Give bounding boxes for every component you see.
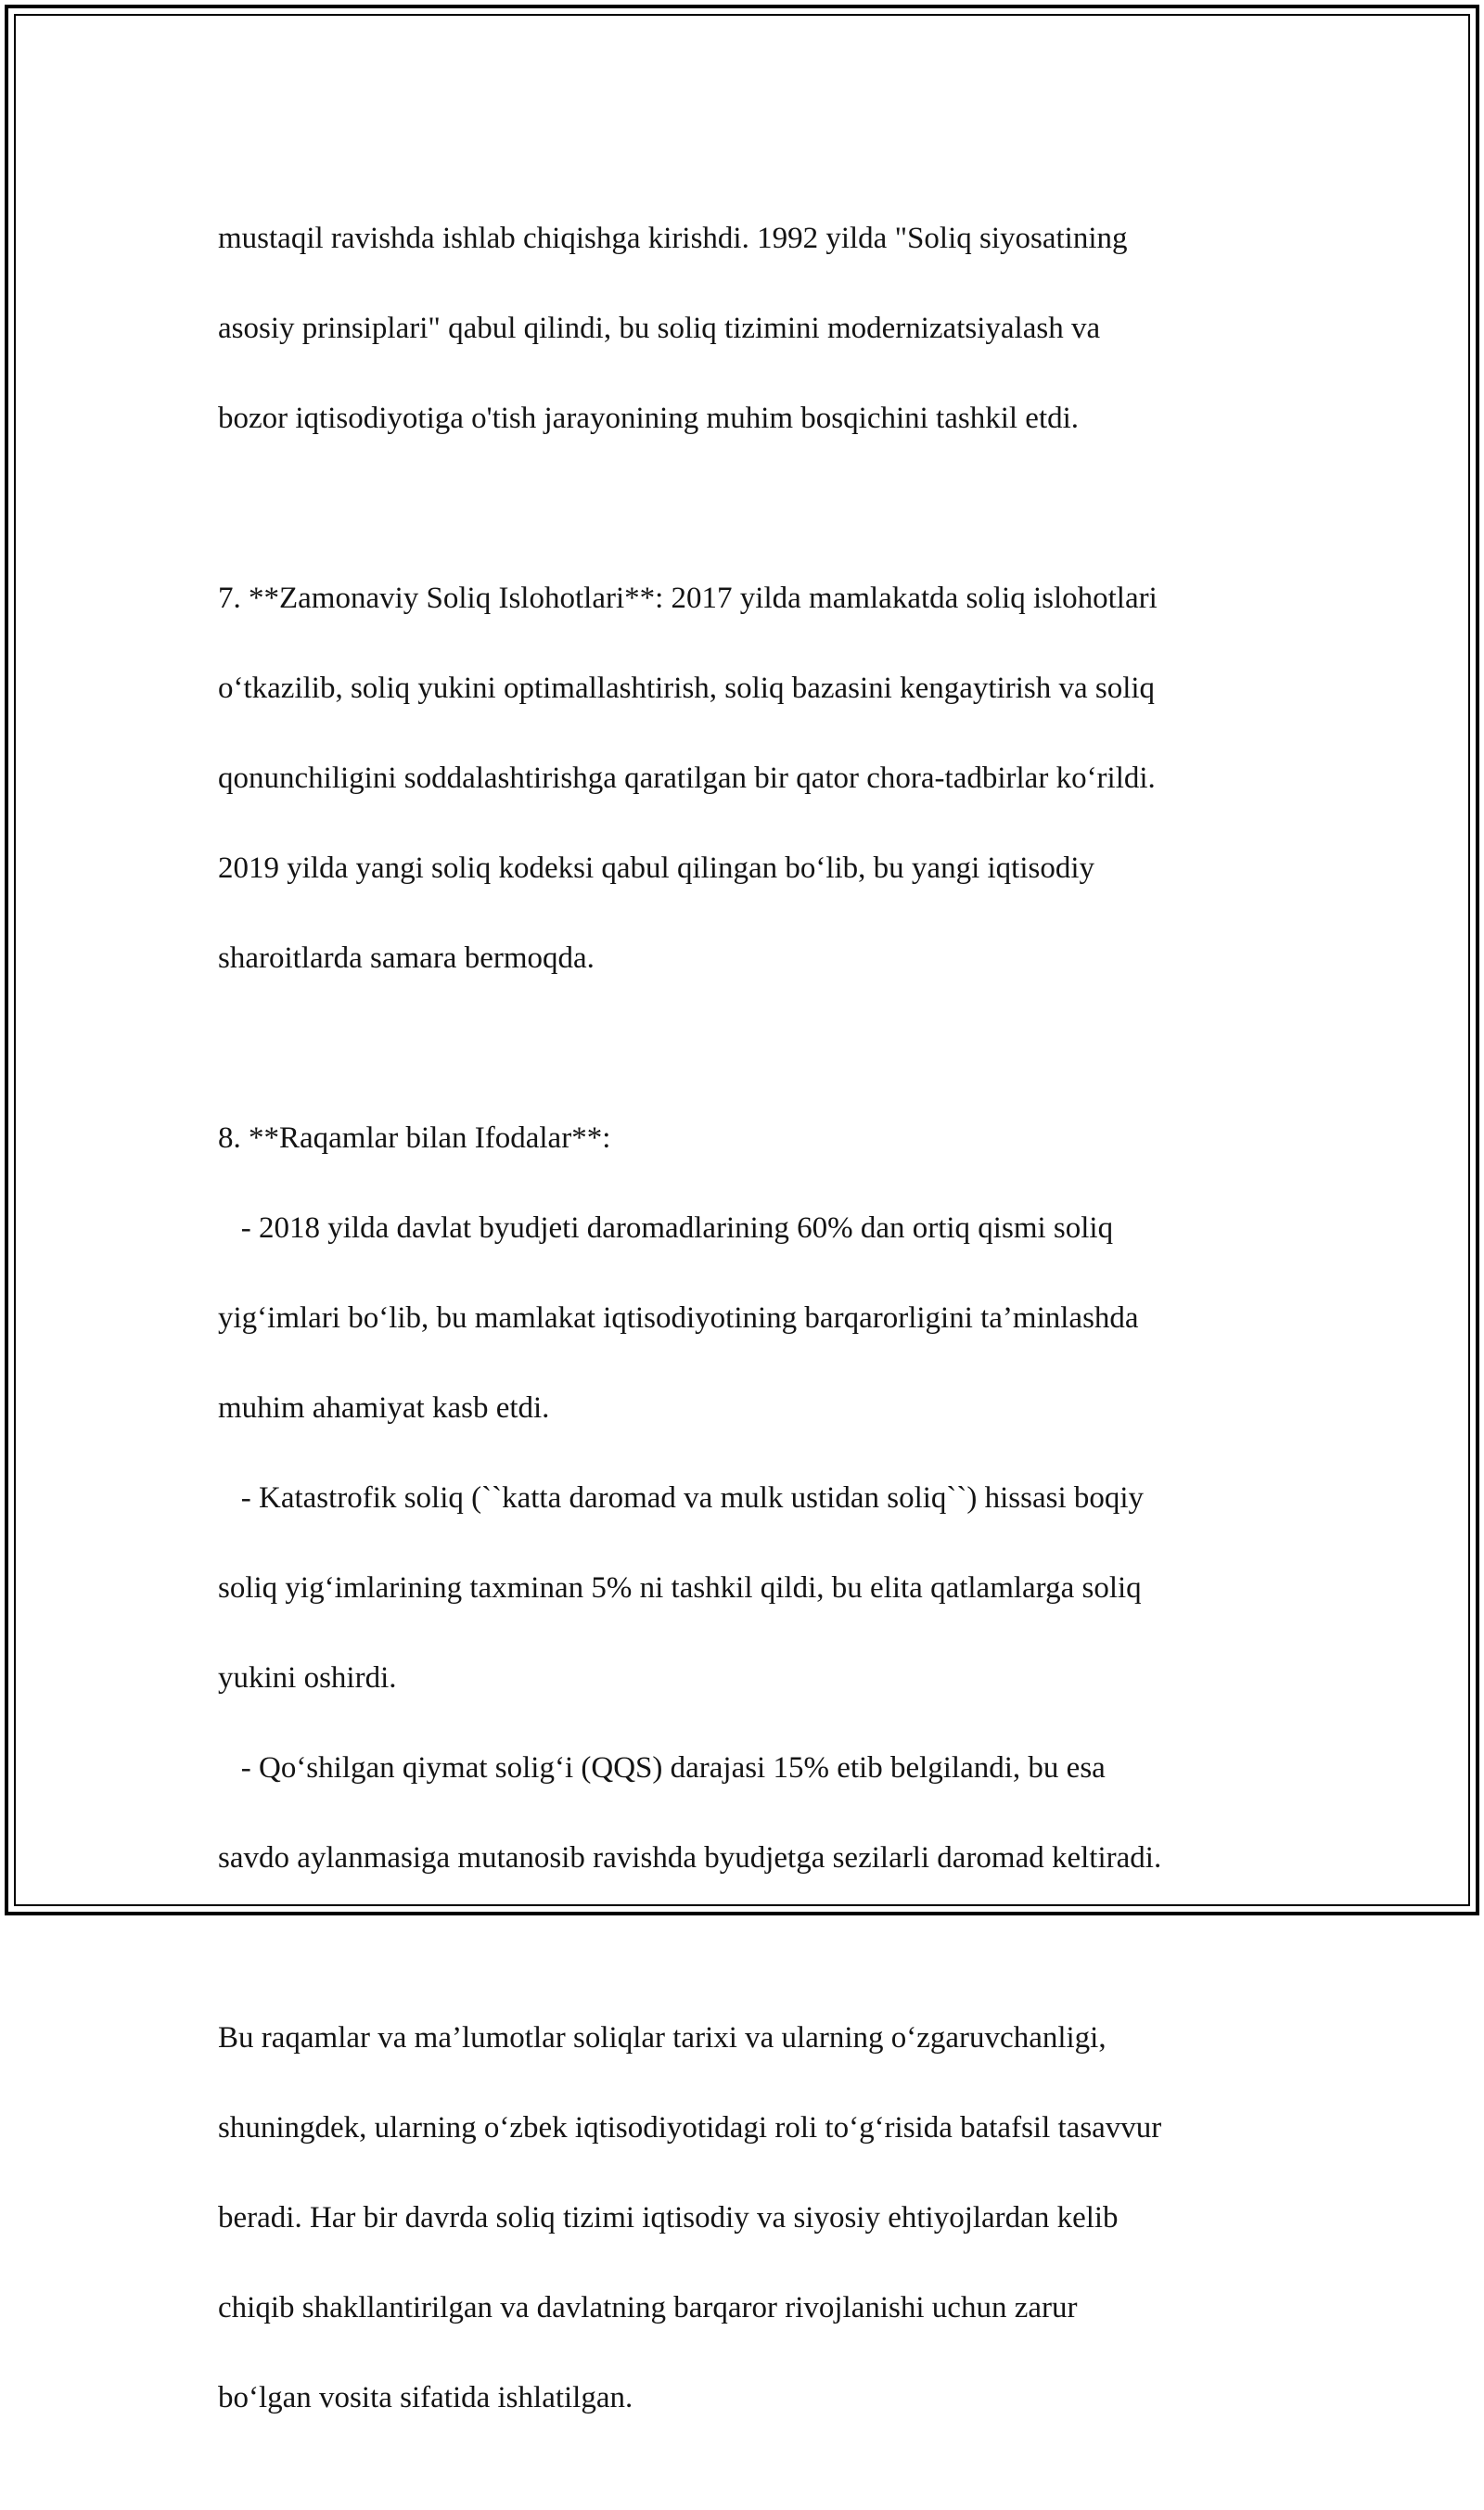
text-line: sharoitlarda samara bermoqda. [218,941,595,975]
text-line: mustaqil ravishda ishlab chiqishga kirishdi. 1992 yilda "Soliq siyosatining [218,221,1128,255]
list-item-line: - Qo‘shilgan qiymat solig‘i (QQS) darajasi 15% etib belgilandi, bu esa [218,1750,1106,1785]
paragraph-section-7 [218,531,1285,1026]
text-line: yig‘imlari bo‘lib, bu mamlakat iqtisodiyotining barqarorligini ta’minlashda [218,1300,1139,1335]
paragraph-conclusion [218,1970,1285,2465]
list-item-line: - 2018 yilda davlat byudjeti daromadlarining 60% dan ortiq qismi soliq [218,1210,1114,1245]
section-heading-line: 8. **Raqamlar bilan Ifodalar**: [218,1121,611,1155]
text-line: yukini oshirdi. [218,1660,397,1695]
text-line: muhim ahamiyat kasb etdi. [218,1390,550,1425]
list-item-line: - Katastrofik soliq (``katta daromad va mulk ustidan soliq``) hissasi boqiy [218,1480,1145,1515]
text-line: bo‘lgan vosita sifatida ishlatilgan. [218,2380,633,2414]
text-line: savdo aylanmasiga mutanosib ravishda byudjetga sezilarli daromad keltiradi. [218,1840,1162,1875]
text-line: 2019 yilda yangi soliq kodeksi qabul qilingan bo‘lib, bu yangi iqtisodiy [218,851,1095,885]
text-line: bozor iqtisodiyotiga o'tish jarayonining muhim bosqichini tashkil etdi. [218,401,1080,435]
text-line: o‘tkazilib, soliq yukini optimallashtirish, soliq bazasini kengaytirish va soliq [218,671,1156,705]
text-line: chiqib shakllantirilgan va davlatning barqaror rivojlanishi uchun zarur [218,2290,1078,2324]
text-line: Bu raqamlar va ma’lumotlar soliqlar tarixi va ularning o‘zgaruvchanligi, [218,2020,1107,2055]
paragraph-intro [218,171,1285,486]
text-line: beradi. Har bir davrda soliq tizimi iqtisodiy va siyosiy ehtiyojlardan kelib [218,2200,1119,2235]
paragraph-section-8 [218,1070,1285,1926]
document-body [218,171,1285,2510]
text-line: asosiy prinsiplari" qabul qilindi, bu soliq tizimini modernizatsiyalash va [218,311,1101,345]
section-heading-line: 7. **Zamonaviy Soliq Islohotlari**: 2017 yilda mamlakatda soliq islohotlari [218,581,1158,615]
text-line: qonunchiligini soddalashtirishga qaratilgan bir qator chora-tadbirlar ko‘rildi. [218,761,1156,795]
text-line: shuningdek, ularning o‘zbek iqtisodiyotidagi roli to‘g‘risida batafsil tasavvur [218,2110,1162,2145]
text-line: soliq yig‘imlarining taxminan 5% ni tashkil qildi, bu elita qatlamlarga soliq [218,1570,1142,1605]
